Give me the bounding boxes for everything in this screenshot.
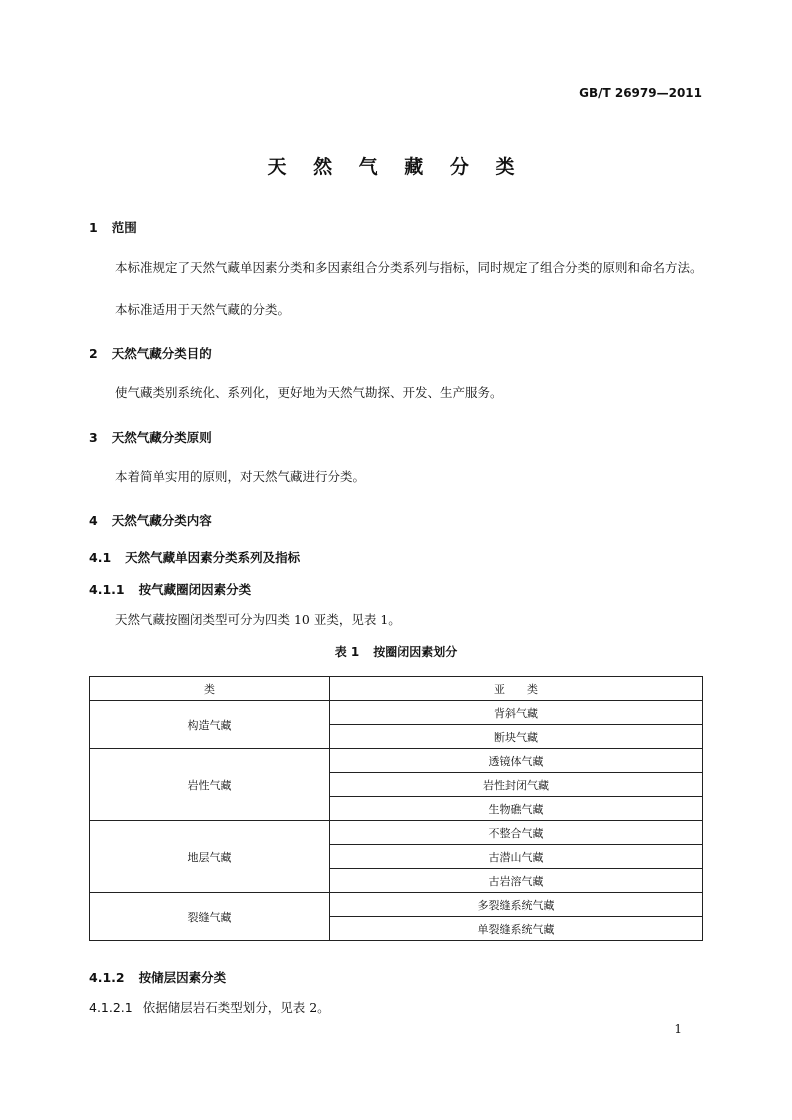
section-title: 天然气藏分类目的	[111, 346, 212, 361]
subclass-cell: 透镜体气藏	[330, 749, 703, 773]
table-1-caption	[0, 643, 792, 660]
clause-4-1-2-1	[89, 998, 705, 1018]
section-4-1-heading	[89, 548, 300, 566]
table-caption-title: 按圈闭因素划分	[373, 645, 458, 659]
class-cell: 裂缝气藏	[90, 893, 330, 941]
class-cell: 构造气藏	[90, 701, 330, 749]
section-4-1-2-heading	[89, 968, 226, 986]
section-number: 4	[89, 513, 98, 528]
section-number: 4.1.2	[89, 970, 125, 985]
section-number: 1	[89, 220, 98, 235]
subclass-cell: 古潜山气藏	[330, 845, 703, 869]
paragraph: 本着简单实用的原则，对天然气藏进行分类。	[115, 469, 366, 484]
paragraph: 本标准适用于天然气藏的分类。	[115, 302, 291, 317]
section-1-heading	[89, 218, 137, 236]
paragraph: 天然气藏按圈闭类型可分为四类 10 亚类，见表 1。	[115, 612, 401, 627]
section-number: 4.1.1	[89, 582, 125, 597]
page-number: 1	[674, 1022, 682, 1036]
clause-number: 4.1.2.1	[89, 1000, 133, 1015]
paragraph: 本标准规定了天然气藏单因素分类和多因素组合分类系列与指标，同时规定了组合分类的原则和命名方法。	[115, 260, 703, 275]
clause-text: 依据储层岩石类型划分，见表 2。	[142, 1000, 330, 1015]
section-title: 天然气藏分类内容	[111, 513, 212, 528]
table-caption-number: 表 1	[334, 645, 360, 659]
header-subclass: 亚 类	[330, 677, 703, 701]
section-title: 范围	[111, 220, 137, 235]
table-row	[90, 749, 703, 773]
subclass-cell: 生物礁气藏	[330, 797, 703, 821]
class-cell: 岩性气藏	[90, 749, 330, 821]
table-row	[90, 821, 703, 845]
section-2-heading	[89, 344, 212, 362]
section-number: 3	[89, 430, 98, 445]
table-header-row	[90, 677, 703, 701]
class-cell: 地层气藏	[90, 821, 330, 893]
subclass-cell: 古岩溶气藏	[330, 869, 703, 893]
paragraph: 使气藏类别系统化、系列化，更好地为天然气勘探、开发、生产服务。	[115, 385, 503, 400]
section-number: 4.1	[89, 550, 112, 565]
section-number: 2	[89, 346, 98, 361]
subclass-cell: 断块气藏	[330, 725, 703, 749]
section-title: 天然气藏单因素分类系列及指标	[125, 550, 301, 565]
header-class: 类	[90, 677, 330, 701]
section-4-heading	[89, 511, 212, 529]
subclass-cell: 多裂缝系统气藏	[330, 893, 703, 917]
subclass-cell: 不整合气藏	[330, 821, 703, 845]
section-3-heading	[89, 428, 212, 446]
section-title: 天然气藏分类原则	[111, 430, 212, 445]
subclass-cell: 岩性封闭气藏	[330, 773, 703, 797]
section-title: 按气藏圈闭因素分类	[138, 582, 252, 597]
section-4-1-1-heading	[89, 580, 251, 598]
section-title: 按储层因素分类	[138, 970, 227, 985]
subclass-cell: 单裂缝系统气藏	[330, 917, 703, 941]
table-1	[89, 676, 703, 941]
table-row	[90, 701, 703, 725]
document-title: 天 然 气 藏 分 类	[267, 156, 525, 178]
subclass-cell: 背斜气藏	[330, 701, 703, 725]
table-row	[90, 893, 703, 917]
standard-number: GB/T 26979—2011	[579, 86, 702, 100]
